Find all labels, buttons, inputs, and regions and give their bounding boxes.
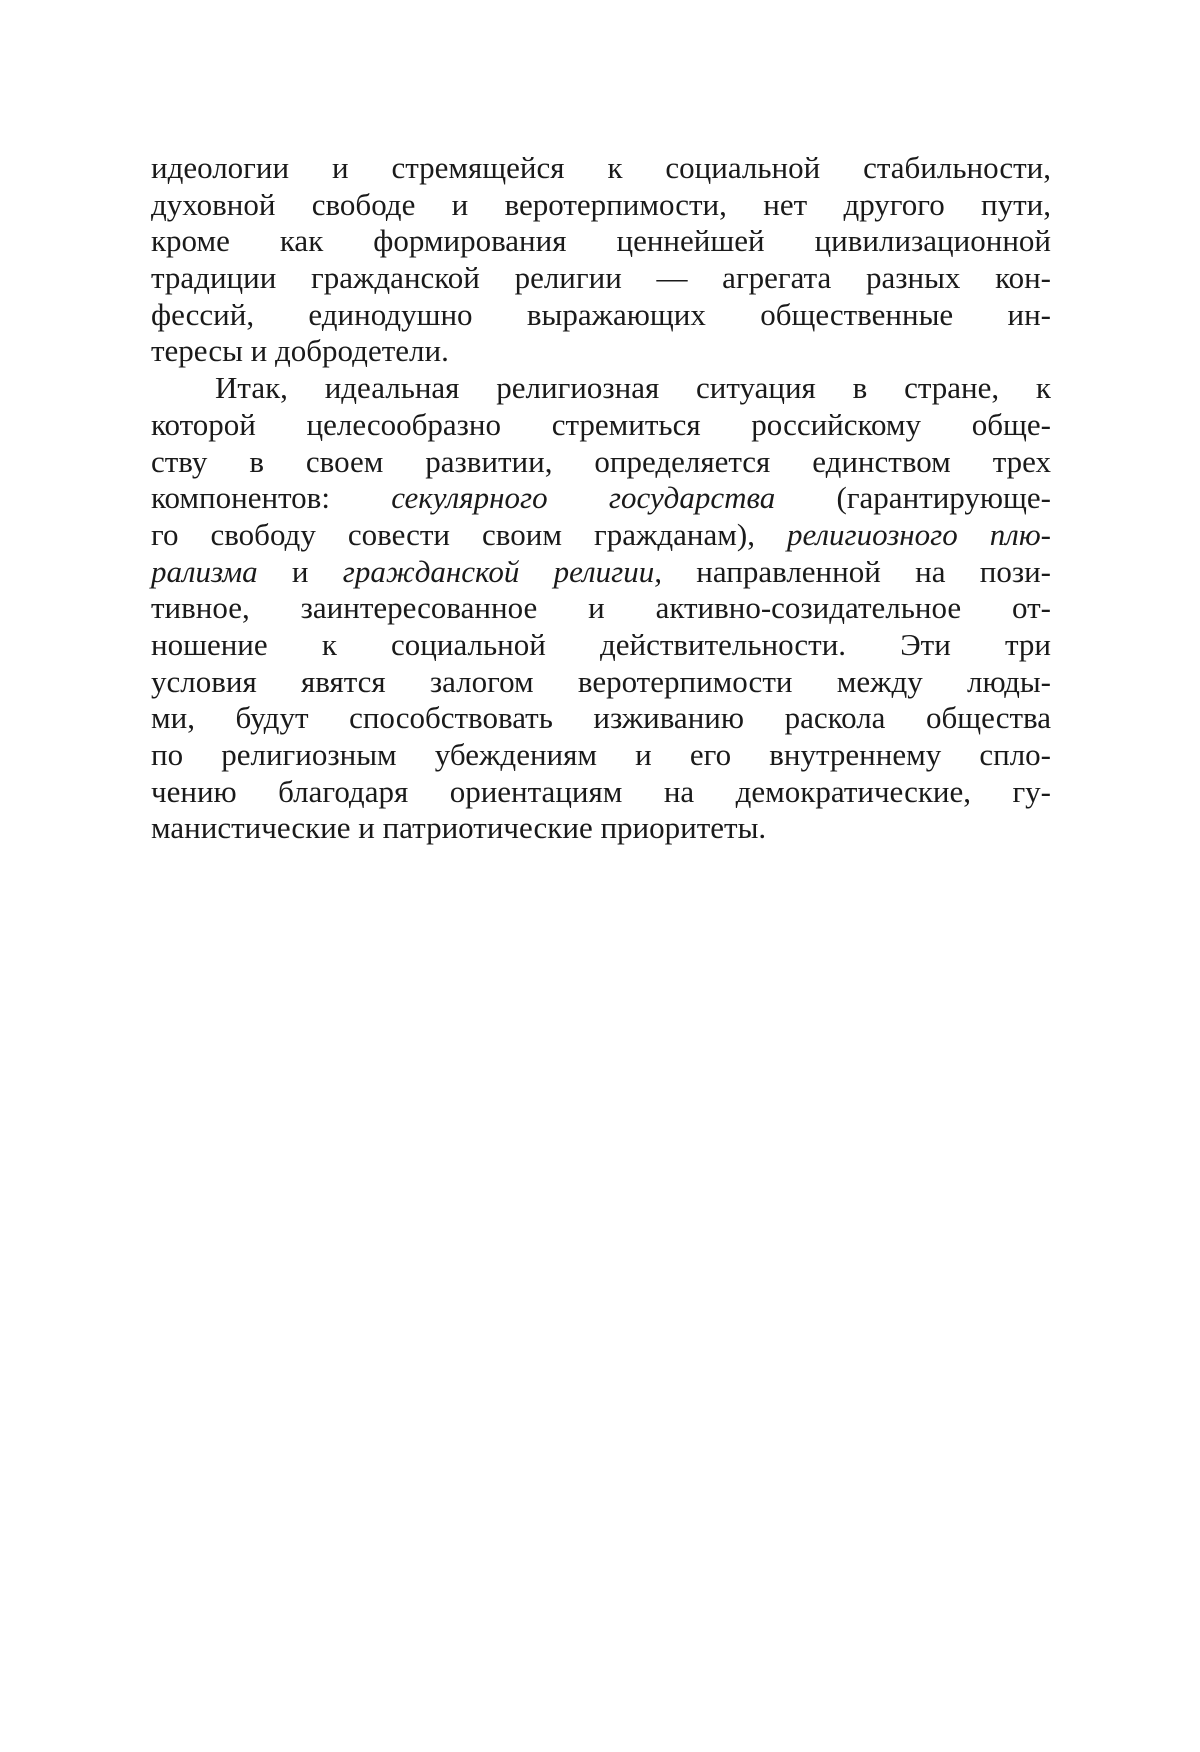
text-line: манистические и патриотические приоритеты. — [151, 810, 767, 846]
paragraph-1 — [151, 150, 1051, 370]
text-line: тересы и добродетели. — [151, 333, 449, 369]
text-run: компонентов: — [151, 480, 392, 516]
text-run: (гарантирующе- — [775, 480, 1051, 516]
italic-term: гражданской религии, — [342, 553, 663, 589]
text-line: чению благодаря ориентациям на демократические, гу- — [151, 773, 1051, 809]
italic-term: рализма — [151, 553, 258, 589]
text-line: Итак, идеальная религиозная ситуация в стране, к — [215, 370, 1051, 406]
text-line: условия явятся залогом веротерпимости между люды- — [151, 663, 1051, 699]
text-line: которой целесообразно стремиться российскому обще- — [151, 406, 1051, 442]
text-line — [151, 480, 1051, 517]
text-line: кроме как формирования ценнейшей цивилизационной — [151, 223, 1051, 259]
text-line: традиции гражданской религии — агрегата разных кон- — [151, 260, 1051, 296]
text-line: ношение к социальной действительности. Эти три — [151, 626, 1051, 662]
text-line: ству в своем развитии, определяется единством трех — [151, 443, 1051, 479]
text-line: по религиозным убеждениям и его внутреннему спло- — [151, 737, 1051, 772]
text-run: го свободу совести своим гражданам), — [151, 516, 787, 552]
text-line: тивное, заинтересованное и активно-созидательное от- — [151, 590, 1051, 626]
body-text — [151, 150, 1051, 847]
paragraph-2 — [151, 370, 1051, 847]
text-run: направленной на пози- — [662, 553, 1051, 589]
italic-term: секулярного государства — [391, 480, 776, 516]
text-line: идеологии и стремящейся к социальной стабильности, — [151, 150, 1051, 185]
text-line — [151, 554, 1051, 591]
text-line — [151, 517, 1051, 554]
text-line: духовной свободе и веротерпимости, нет другого пути, — [151, 186, 1051, 222]
text-line: ми, будут способствовать изживанию раскола общества — [151, 700, 1051, 736]
italic-term: религиозного плю- — [787, 516, 1051, 552]
text-line: фессий, единодушно выражающих общественные ин- — [151, 296, 1051, 332]
text-run: и — [257, 553, 343, 589]
